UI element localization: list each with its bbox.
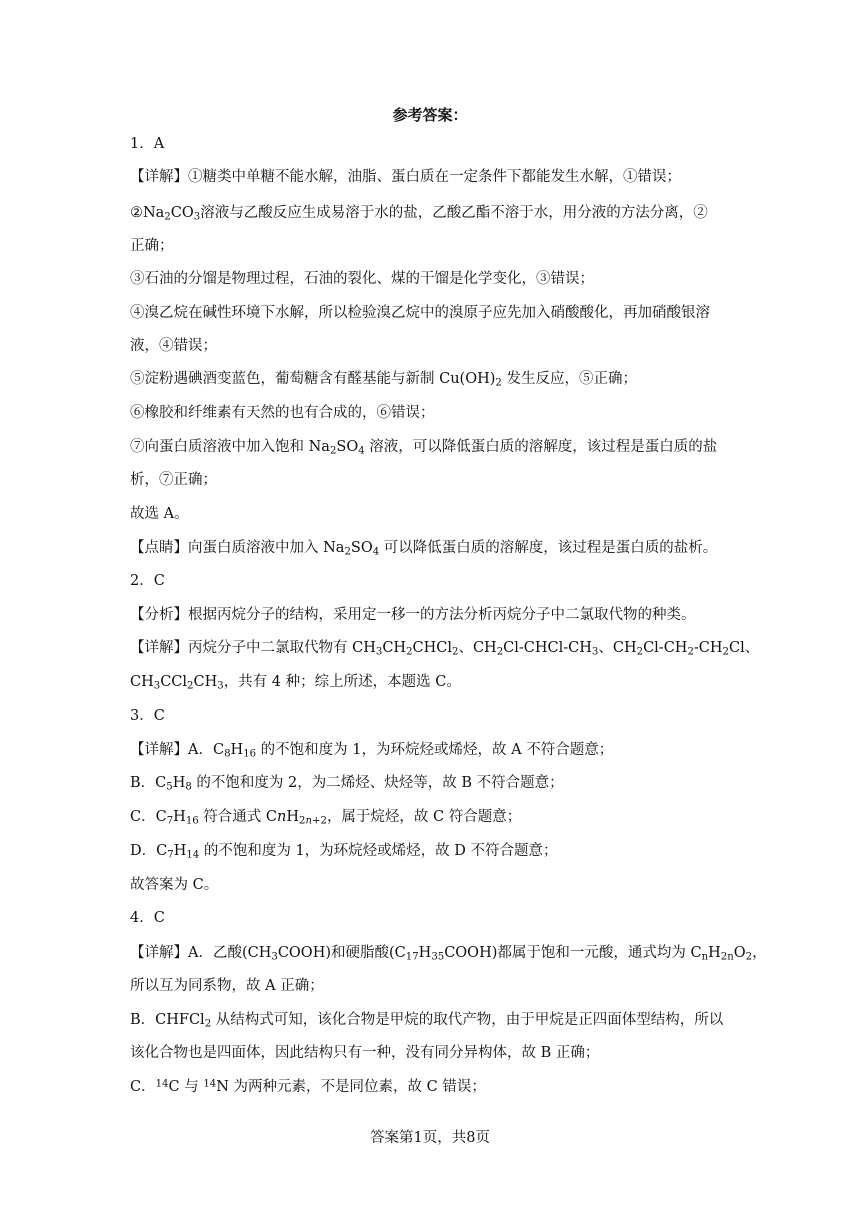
text-line: 所以互为同系物，故 A 正确； — [130, 978, 324, 994]
text-line: ⑦向蛋白质溶液中加入饱和 $Na_2SO_4$ 溶液，可以降低蛋白质的溶解度，该过程是蛋白质的盐 — [130, 439, 718, 457]
text-line: C．$^{14}$C 与 $^{14}$N 为两种元素，不是同位素，故 C 错误； — [130, 1078, 486, 1095]
text-line: 【详解】丙烷分子中二氯取代物有 $CH_3CH_2CHCl_2$、$CH_2Cl-CHCl-CH_3$、$CH_2Cl-CH_2-CH_2Cl$、 — [130, 640, 760, 658]
text-line: 正确； — [130, 238, 174, 254]
text-line: B．$C_5H_8$ 的不饱和度为 2，为二烯烃、炔烃等，故 B 不符合题意； — [130, 775, 564, 793]
text-line: ⑤淀粉遇碘酒变蓝色，葡萄糖含有醛基能与新制 $Cu(OH)_2$ 发生反应，⑤正确； — [130, 371, 637, 389]
text-line: 故答案为 C。 — [130, 877, 219, 893]
text-line: 【详解】①糖类中单糖不能水解，油脂、蛋白质在一定条件下都能发生水解，①错误； — [130, 169, 681, 185]
text-line: ④溴乙烷在碱性环境下水解，所以检验溴乙烷中的溴原子应先加入硝酸酸化，再加硝酸银溶 — [130, 305, 710, 321]
text-line: 4．C — [130, 910, 165, 926]
text-line: 3．C — [130, 708, 165, 724]
text-line: $CH_3CCl_2CH_3$，共有 4 种；综上所述，本题选 C。 — [130, 674, 461, 692]
text-line: 【分析】根据丙烷分子的结构，采用定一移一的方法分析丙烷分子中二氯取代物的种类。 — [130, 607, 696, 623]
text-line: 【详解】A．$C_8H_{16}$ 的不饱和度为 1，为环烷烃或烯烃，故 A 不符合题意； — [130, 742, 614, 760]
text-line: ⑥橡胶和纤维素有天然的也有合成的，⑥错误； — [130, 405, 435, 421]
text-line: 2．C — [130, 573, 165, 589]
text-line: 析，⑦正确； — [130, 472, 217, 488]
text-line: 【详解】A．乙酸$(CH_3COOH)$和硬脂酸$(C_{17}H_{35}COOH)$都属于饱和一元酸，通式均为 $C_nH_{2n}O_2$， — [130, 945, 767, 963]
page-footer: 答案第1页，共8页 — [370, 1130, 490, 1146]
text-line: 【点睛】向蛋白质溶液中加入 $Na_2SO_4$ 可以降低蛋白质的溶解度，该过程是蛋白质的盐析。 — [130, 540, 718, 558]
text-line: C．$C_7H_{16}$ 符合通式 CnH$_{2n+2}$，属于烷烃，故 C 符合题意； — [130, 809, 522, 827]
text-line: ③石油的分馏是物理过程，石油的裂化、煤的干馏是化学变化，③错误； — [130, 271, 594, 287]
text-line: $②Na_2CO_3$溶液与乙酸反应生成易溶于水的盐，乙酸乙酯不溶于水，用分液的方法分离，② — [130, 205, 708, 223]
text-line: 1．A — [130, 136, 165, 152]
text-line: D．$C_7H_{14}$ 的不饱和度为 1，为环烷烃或烯烃，故 D 不符合题意； — [130, 843, 558, 861]
page-title: 参考答案： — [392, 106, 468, 124]
text-line: 该化合物也是四面体，因此结构只有一种，没有同分异构体，故 B 正确； — [130, 1045, 600, 1061]
text-line: B．CHFCl$_2$ 从结构式可知，该化合物是甲烷的取代产物，由于甲烷是正四面体型结构，所以 — [130, 1012, 724, 1030]
text-line: 故选 A。 — [130, 506, 189, 522]
text-line: 液，④错误； — [130, 338, 217, 354]
